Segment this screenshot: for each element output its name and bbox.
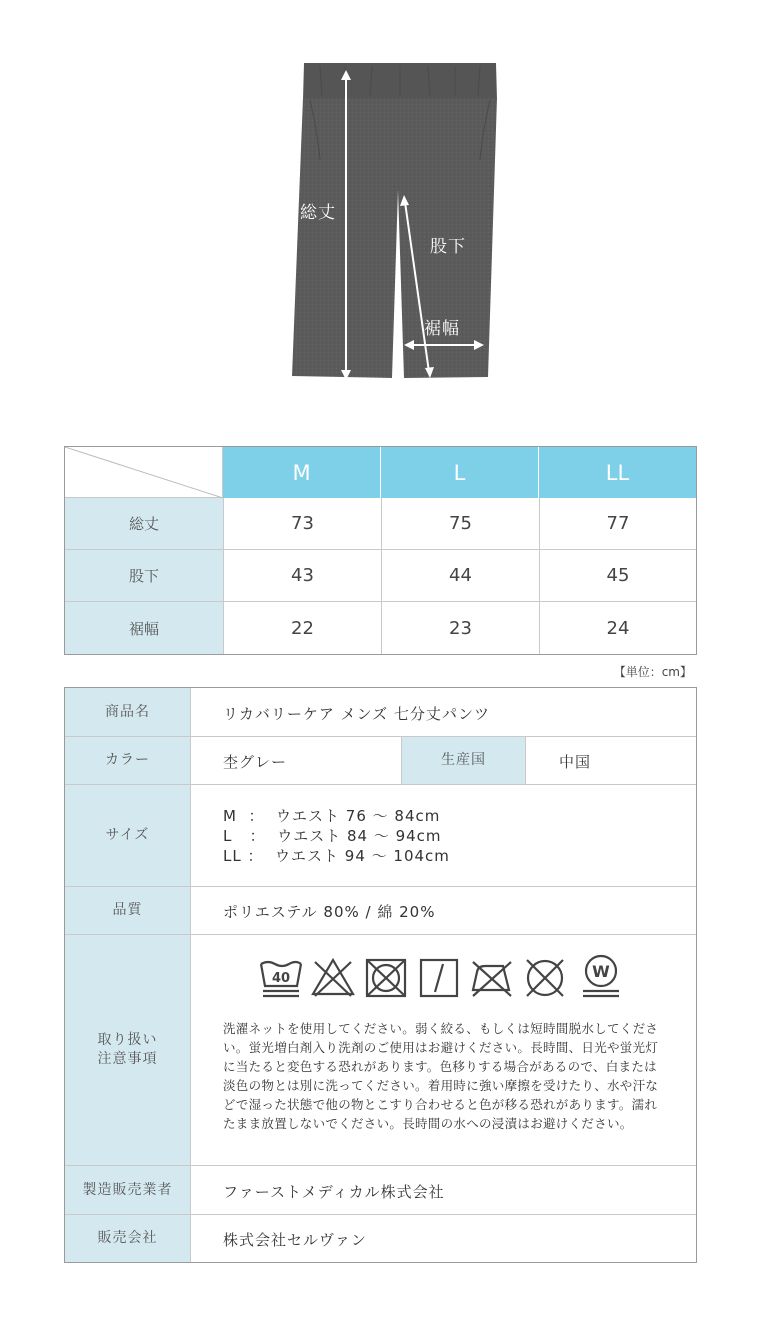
product-name-value: リカバリーケア メンズ 七分丈パンツ: [223, 705, 490, 723]
pants-body: [292, 98, 497, 378]
size-cell: 45: [539, 550, 696, 602]
origin-value: 中国: [559, 753, 592, 771]
wash-40-icon: [261, 962, 301, 996]
size-cell: 43: [223, 550, 381, 602]
size-cell: 22: [223, 602, 381, 654]
unit-note: 【単位：cm】: [613, 665, 692, 679]
care-symbols: [259, 954, 639, 1002]
manufacturer-label: 製造販売業者: [65, 1166, 190, 1214]
size-table: [64, 446, 697, 655]
manufacturer-value: ファーストメディカル株式会社: [223, 1183, 445, 1201]
size-row-label: 股下: [65, 550, 223, 602]
size-cell: 73: [223, 498, 381, 550]
size-row-label: 総丈: [65, 498, 223, 550]
seller-label: 販売会社: [65, 1215, 190, 1262]
size-table-corner: [65, 447, 223, 498]
corner-diagonal: [65, 447, 223, 498]
no-tumble-dry-icon: [367, 960, 405, 996]
care-label-line2: 注意事項: [97, 1051, 158, 1067]
no-bleach-icon: [313, 960, 353, 996]
size-cell: 24: [539, 602, 696, 654]
pants-illustration: [0, 0, 760, 400]
size-header-ll: LL: [539, 447, 696, 498]
color-value: 杢グレー: [223, 753, 288, 771]
color-label: カラー: [65, 737, 190, 784]
pants-drawing: [0, 0, 760, 400]
no-iron-icon: [473, 962, 511, 996]
size-line-ll: LL ： ウエスト 94 〜 104cm: [223, 847, 450, 865]
size-cell: 75: [381, 498, 539, 550]
care-label: [65, 935, 190, 1165]
quality-value: ポリエステル 80% / 綿 20%: [223, 903, 436, 921]
no-dry-clean-icon: [527, 960, 563, 996]
quality-label: 品質: [65, 887, 190, 934]
spec-divider: [190, 688, 191, 1262]
wash-temp: 40: [271, 971, 291, 986]
size-row-label: 裾幅: [65, 602, 223, 654]
size-value-block: [223, 806, 450, 866]
inseam-label: 股下: [430, 237, 466, 257]
total-length-label: 総丈: [300, 203, 336, 223]
size-line-m: M ： ウエスト 76 〜 84cm: [223, 807, 441, 825]
size-label: サイズ: [65, 785, 190, 886]
size-line-l: L ： ウエスト 84 〜 94cm: [223, 827, 442, 845]
wet-clean-letter: W: [592, 962, 610, 981]
size-cell: 44: [381, 550, 539, 602]
care-instructions: 洗濯ネットを使用してください。弱く絞る、もしくは短時間脱水してください。蛍光増白剤入り洗剤のご使用はお避けください。長時間、日光や蛍光灯に当たると変色する恐れがあります。色移りする場合があるので、白または淡色の物とは別に洗ってください。着用時に強い摩擦を受けたり、水や汗などで湿った状態で他の物とこすり合わせると色が移る恐れがあります。濡れたまま放置しないでください。長時間の水への浸漬はお避けください。: [223, 1021, 659, 1131]
care-icons: [259, 954, 639, 1002]
size-header-m: M: [223, 447, 381, 498]
spec-table: [64, 687, 697, 1263]
seller-value: 株式会社セルヴァン: [223, 1231, 367, 1249]
care-label-line1: 取り扱い: [97, 1032, 158, 1048]
wet-clean-icon: [583, 956, 619, 996]
hem-width-label: 裾幅: [424, 319, 460, 339]
line-dry-icon: [421, 960, 457, 996]
product-name-label: 商品名: [65, 688, 190, 736]
size-cell: 23: [381, 602, 539, 654]
size-cell: 77: [539, 498, 696, 550]
origin-label: 生産国: [401, 737, 526, 784]
size-header-l: L: [381, 447, 539, 498]
